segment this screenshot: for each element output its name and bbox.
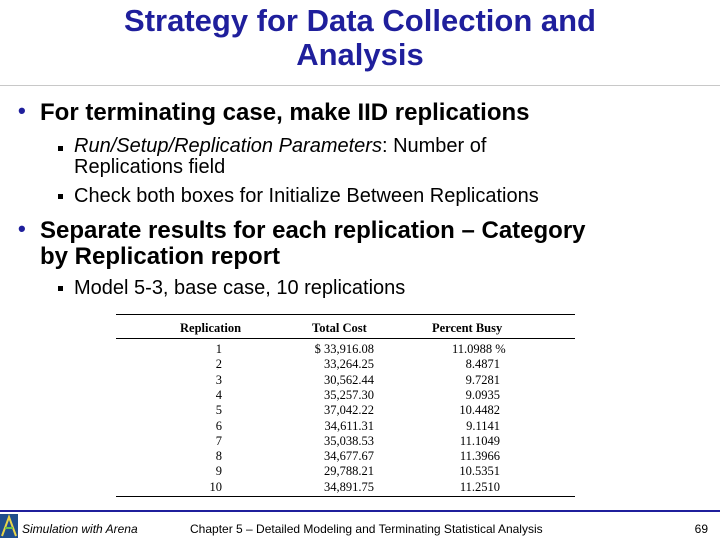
header-total-cost: Total Cost bbox=[312, 321, 367, 335]
bullet-dot-icon: • bbox=[18, 98, 26, 123]
arena-logo-icon bbox=[0, 514, 18, 538]
cell-replication: 2 bbox=[215, 357, 222, 372]
cell-percent-busy: 10.4482 bbox=[459, 403, 500, 418]
bullet-2-line-1: Separate results for each replication – Category bbox=[40, 217, 586, 244]
footer-left-text: Simulation with Arena bbox=[22, 522, 138, 536]
cell-percent-busy: 11.0988 % bbox=[452, 342, 506, 356]
cell-percent-busy: 10.5351 bbox=[459, 464, 500, 479]
cell-replication: 9 bbox=[215, 464, 222, 479]
cell-total-cost: 34,611.31 bbox=[324, 418, 374, 433]
footer bbox=[0, 510, 720, 540]
subbullet-run-setup bbox=[74, 136, 486, 178]
cell-total-cost: 34,677.67 bbox=[324, 449, 374, 464]
cell-total-cost: 37,042.22 bbox=[324, 403, 374, 418]
table-header-rule bbox=[116, 338, 575, 339]
cell-percent-busy: 8.4871 bbox=[465, 357, 500, 372]
bullet-2-line-2: by Replication report bbox=[40, 243, 281, 270]
subbullet-model: Model 5-3, base case, 10 replications bbox=[74, 277, 406, 299]
cell-replication: 10 bbox=[209, 479, 222, 494]
run-setup-rest: : Number of bbox=[381, 135, 487, 157]
cell-total-cost: 35,038.53 bbox=[324, 433, 374, 448]
footer-center-text: Chapter 5 – Detailed Modeling and Terminating Statistical Analysis bbox=[190, 522, 543, 536]
page-number: 69 bbox=[694, 522, 708, 536]
cell-percent-busy: 9.1141 bbox=[466, 418, 500, 433]
cell-total-cost: $ 33,916.08 bbox=[314, 342, 374, 356]
cell-replication: 1 bbox=[215, 342, 222, 356]
bullet-2 bbox=[40, 218, 586, 270]
footer-rule bbox=[0, 510, 720, 512]
title-divider bbox=[0, 85, 720, 86]
title-line-2: Analysis bbox=[296, 37, 424, 72]
cell-percent-busy: 11.1049 bbox=[459, 433, 500, 448]
cell-replication: 4 bbox=[215, 387, 222, 402]
cell-replication: 7 bbox=[215, 433, 222, 448]
header-percent-busy: Percent Busy bbox=[432, 321, 503, 335]
bullet-1: For terminating case, make IID replications bbox=[40, 99, 530, 126]
run-setup-line2: Replications field bbox=[74, 156, 226, 178]
cell-replication: 6 bbox=[215, 418, 222, 433]
bullet-dot-icon: • bbox=[18, 216, 26, 241]
table-bottom-rule bbox=[116, 496, 575, 497]
cell-percent-busy: 11.3966 bbox=[459, 449, 500, 464]
cell-percent-busy: 9.7281 bbox=[465, 372, 500, 387]
title-line-1: Strategy for Data Collection and bbox=[124, 3, 596, 38]
cell-total-cost: 35,257.30 bbox=[324, 387, 374, 402]
table-top-rule bbox=[116, 314, 575, 315]
run-setup-path: Run/Setup/Replication Parameters bbox=[74, 135, 382, 157]
cell-percent-busy: 11.2510 bbox=[459, 479, 500, 494]
cell-total-cost: 29,788.21 bbox=[324, 464, 374, 479]
cell-total-cost: 33,264.25 bbox=[324, 357, 374, 372]
slide-title bbox=[40, 4, 680, 72]
cell-total-cost: 30,562.44 bbox=[324, 372, 374, 387]
cell-replication: 5 bbox=[215, 403, 222, 418]
cell-total-cost: 34,891.75 bbox=[324, 479, 374, 494]
subbullet-check-boxes: Check both boxes for Initialize Between Replications bbox=[74, 185, 539, 207]
cell-replication: 3 bbox=[215, 372, 222, 387]
cell-replication: 8 bbox=[215, 449, 222, 464]
square-bullet-icon bbox=[58, 194, 63, 199]
cell-percent-busy: 9.0935 bbox=[465, 387, 500, 402]
square-bullet-icon bbox=[58, 286, 63, 291]
square-bullet-icon bbox=[58, 146, 63, 151]
header-replication: Replication bbox=[180, 321, 242, 335]
